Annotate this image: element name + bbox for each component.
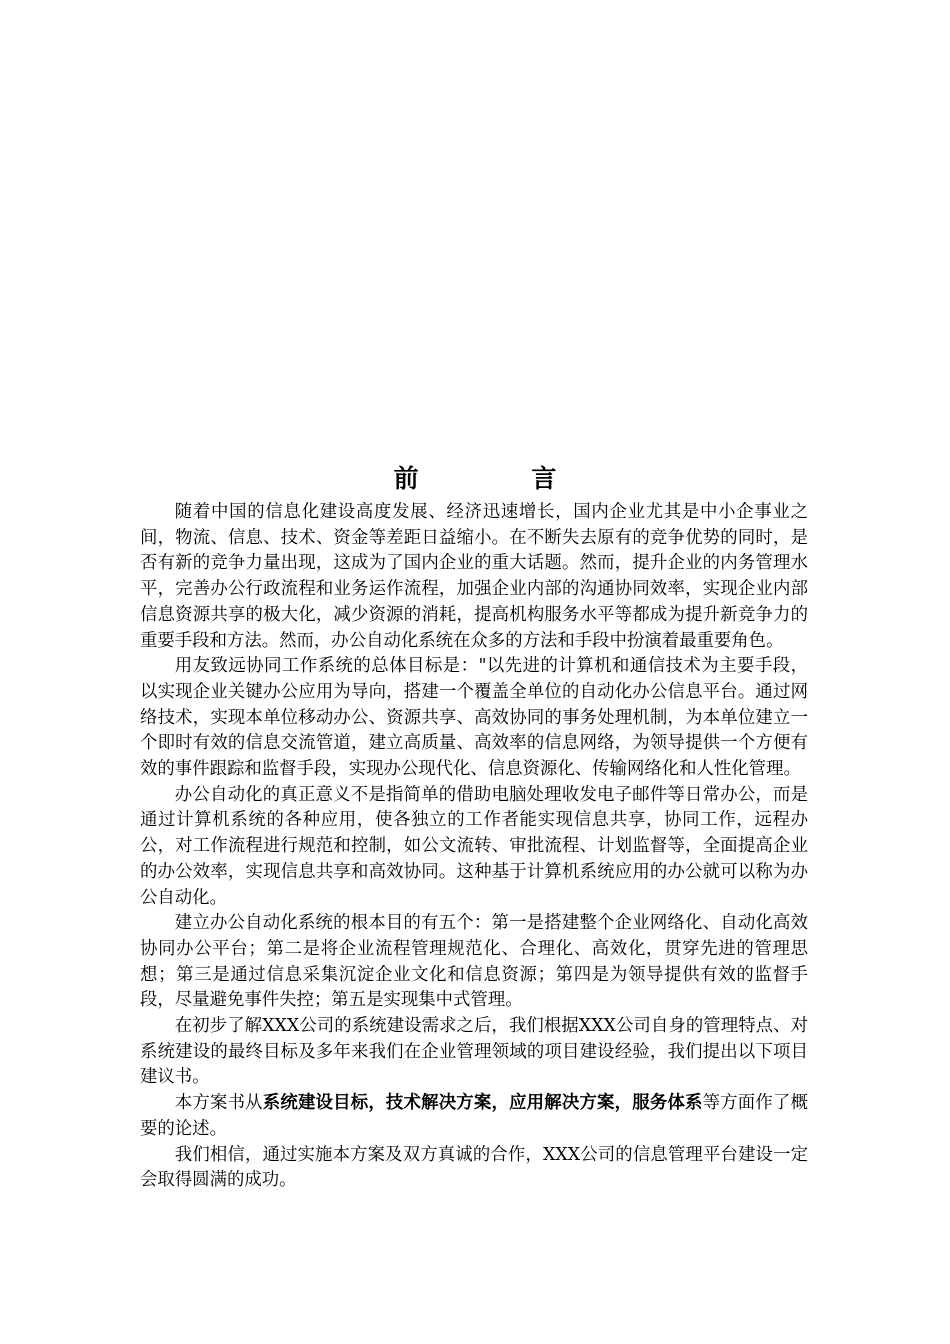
paragraph-five-purposes: 建立办公自动化系统的根本目的有五个：第一是搭建整个企业网络化、自动化高效协同办公平台；第二是将企业流程管理规范化、合理化、高效化，贯穿先进的管理思想；第三是通过信息采集沉淀企业文化和信息资源；第四是为领导提供有效的监督手段，尽量避免事件失控；第五是实现集中式管理。 — [140, 913, 808, 1011]
document-title: 前 言 — [393, 464, 609, 493]
paragraph-proposal-intro: 在初步了解XXX公司的系统建设需求之后，我们根据XXX公司自身的管理特点、对系统建设的最终目标及多年来我们在企业管理领域的项目建设经验，我们提出以下项目建议书。 — [140, 1016, 808, 1088]
scheme-bold-topics: 系统建设目标，技术解决方案，应用解决方案，服务体系 — [262, 1093, 703, 1114]
paragraph-oa-meaning: 办公自动化的真正意义不是指简单的借助电脑处理收发电子邮件等日常办公，而是通过计算机系统的各种应用，使各独立的工作者能实现信息共享，协同工作，远程办公，对工作流程进行规范和控制，如公文流转、审批流程、计划监督等，全面提高企业的办公效率，实现信息共享和高效协同。这种基于计算机系统应用的办公就可以称为办公自动化。 — [140, 784, 808, 908]
paragraph-background: 随着中国的信息化建设高度发展、经济迅速增长，国内企业尤其是中小企事业之间，物流、信息、技术、资金等差距日益缩小。在不断失去原有的竞争优势的同时，是否有新的竞争力量出现，这成为了国内企业的重大话题。然而，提升企业的内务管理水平，完善办公行政流程和业务运作流程，加强企业内部的沟通协同效率，实现企业内部信息资源共享的极大化，减少资源的消耗，提高机构服务水平等都成为提升新竞争力的重要手段和方法。然而，办公自动化系统在众多的方法和手段中扮演着最重要角色。 — [140, 502, 808, 651]
document-body — [140, 500, 808, 1194]
paragraph-scheme-scope — [140, 1091, 808, 1142]
scheme-suffix: 等方面作了概要的论述。 — [140, 1093, 808, 1139]
paragraph-overall-goal: 用友致远协同工作系统的总体目标是："以先进的计算机和通信技术为主要手段，以实现企业关键办公应用为导向，搭建一个覆盖全单位的自动化办公信息平台。通过网络技术，实现本单位移动办公、资源共享、高效协同的事务处理机制，为本单位建立一个即时有效的信息交流管道，建立高质量、高效率的信息网络，为领导提供一个方便有效的事件跟踪和监督手段，实现办公现代化、信息资源化、传输网络化和人性化管理。 — [140, 656, 808, 780]
paragraph-closing: 我们相信，通过实施本方案及双方真诚的合作，XXX公司的信息管理平台建设一定会取得圆满的成功。 — [140, 1144, 808, 1191]
scheme-prefix: 本方案书从 — [174, 1093, 263, 1114]
